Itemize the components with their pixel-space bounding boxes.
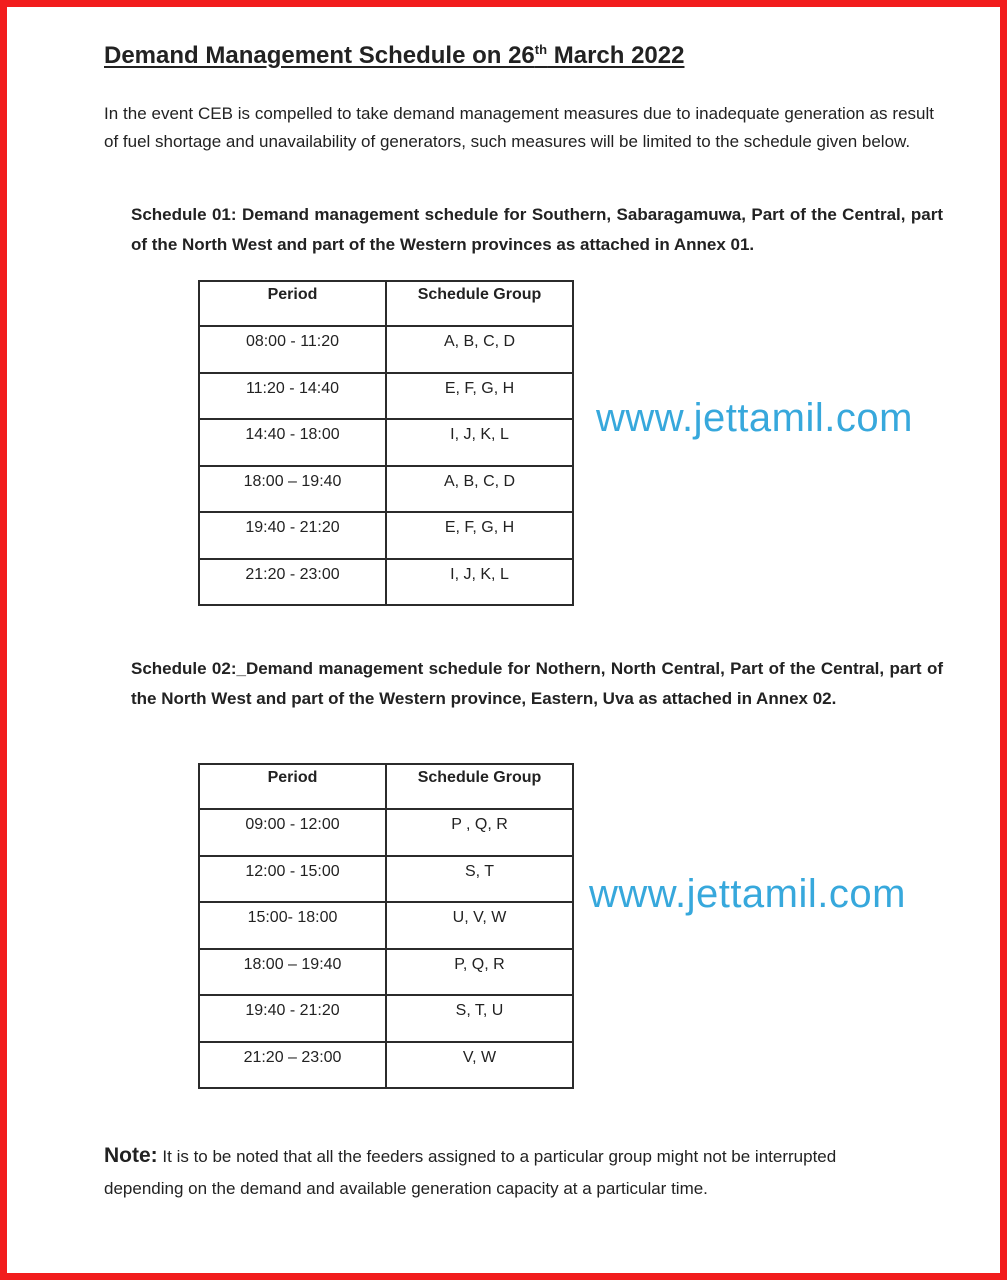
group-cell: U, V, W <box>386 902 573 949</box>
period-cell: 19:40 - 21:20 <box>199 995 386 1042</box>
period-cell: 09:00 - 12:00 <box>199 809 386 856</box>
table-row <box>199 326 573 373</box>
column-header-period: Period <box>199 281 386 326</box>
title-superscript: th <box>534 42 548 57</box>
title-text: Demand Management Schedule on 26 <box>104 42 535 69</box>
note-paragraph <box>104 1140 904 1205</box>
table-row <box>199 856 573 903</box>
group-cell: I, J, K, L <box>386 419 573 466</box>
period-cell: 18:00 – 19:40 <box>199 466 386 513</box>
table-row <box>199 1042 573 1089</box>
page-title <box>104 42 684 70</box>
schedule-1-table <box>198 280 574 606</box>
schedule-2-table <box>198 763 574 1089</box>
period-cell: 12:00 - 15:00 <box>199 856 386 903</box>
table-header-row <box>199 764 573 809</box>
table-row <box>199 419 573 466</box>
group-cell: E, F, G, H <box>386 373 573 420</box>
note-label: Note: <box>104 1144 158 1167</box>
table-row <box>199 373 573 420</box>
period-cell: 15:00- 18:00 <box>199 902 386 949</box>
period-cell: 19:40 - 21:20 <box>199 512 386 559</box>
period-cell: 11:20 - 14:40 <box>199 373 386 420</box>
group-cell: P , Q, R <box>386 809 573 856</box>
table-row <box>199 902 573 949</box>
table-row <box>199 809 573 856</box>
period-cell: 21:20 - 23:00 <box>199 559 386 606</box>
table-header-row <box>199 281 573 326</box>
group-cell: V, W <box>386 1042 573 1089</box>
note-text: It is to be noted that all the feeders assigned to a particular group might not be interrupted depending on the demand and available generation capacity at a particular time. <box>104 1147 837 1198</box>
group-cell: A, B, C, D <box>386 466 573 513</box>
group-cell: S, T, U <box>386 995 573 1042</box>
period-cell: 14:40 - 18:00 <box>199 419 386 466</box>
schedule-1-heading: Schedule 01: Demand management schedule for Southern, Sabaragamuwa, Part of the Central, part of the North West and part of the Western provinces as attached in Annex 01. <box>131 205 943 254</box>
watermark-2: www.jettamil.com <box>589 872 906 916</box>
group-cell: I, J, K, L <box>386 559 573 606</box>
column-header-period: Period <box>199 764 386 809</box>
table-row <box>199 995 573 1042</box>
group-cell: S, T <box>386 856 573 903</box>
period-cell: 08:00 - 11:20 <box>199 326 386 373</box>
column-header-schedule-group: Schedule Group <box>386 764 573 809</box>
period-cell: 18:00 – 19:40 <box>199 949 386 996</box>
table-row <box>199 512 573 559</box>
group-cell: A, B, C, D <box>386 326 573 373</box>
group-cell: E, F, G, H <box>386 512 573 559</box>
title-suffix: March 2022 <box>547 42 685 69</box>
table-row <box>199 559 573 606</box>
column-header-schedule-group: Schedule Group <box>386 281 573 326</box>
watermark-1: www.jettamil.com <box>596 396 913 440</box>
table-row <box>199 949 573 996</box>
period-cell: 21:20 – 23:00 <box>199 1042 386 1089</box>
schedule-2-heading: Schedule 02:_Demand management schedule for Nothern, North Central, Part of the Central, part of the North West and part of the Western province, Eastern, Uva as attached in Annex 02. <box>131 659 943 708</box>
group-cell: P, Q, R <box>386 949 573 996</box>
intro-paragraph: In the event CEB is compelled to take demand management measures due to inadequate generation as result of fuel shortage and unavailability of generators, such measures will be limited to the schedule given below. <box>104 104 934 151</box>
table-row <box>199 466 573 513</box>
